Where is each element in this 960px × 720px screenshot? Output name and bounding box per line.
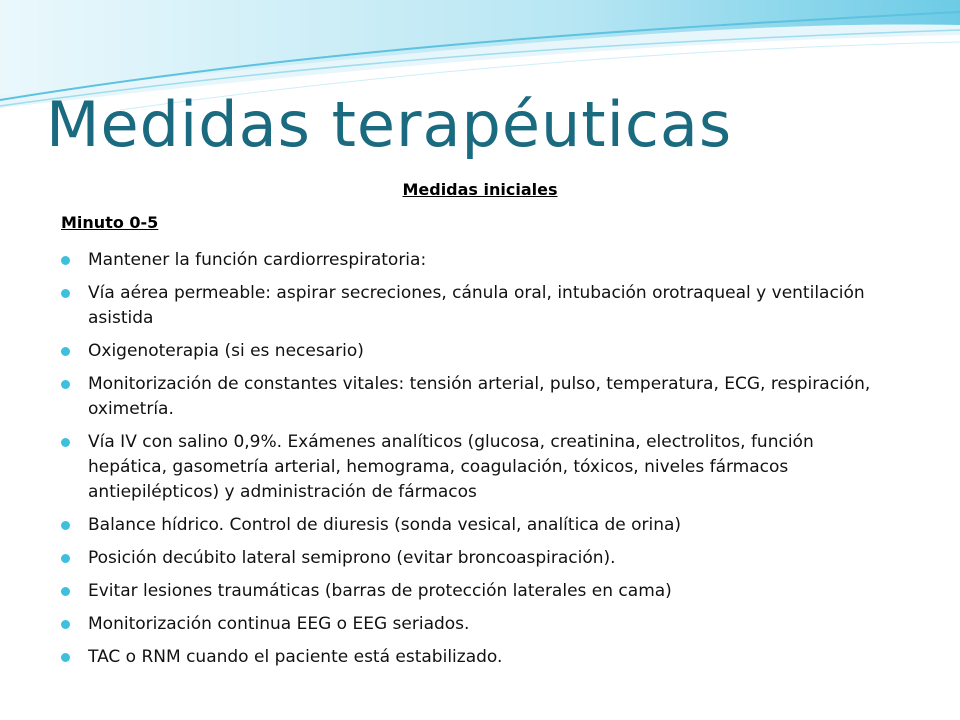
section-subtitle: Medidas iniciales	[402, 180, 558, 199]
list-item	[61, 546, 881, 571]
list-item-text: TAC o RNM cuando el paciente está estabilizado.	[88, 647, 503, 667]
bullet-icon	[61, 256, 70, 265]
list-item-text: Monitorización de constantes vitales: tensión arterial, pulso, temperatura, ECG, respiración, oximetría.	[88, 374, 871, 419]
list-item	[61, 281, 881, 331]
list-item	[61, 579, 881, 604]
list-item	[61, 248, 881, 273]
list-item	[61, 645, 881, 670]
bullet-icon	[61, 521, 70, 530]
list-item-text: Oxigenoterapia (si es necesario)	[88, 341, 364, 361]
bullet-icon	[61, 587, 70, 596]
list-item-text: Vía aérea permeable: aspirar secreciones, cánula oral, intubación orotraqueal y ventilación asistida	[88, 283, 865, 328]
bullet-icon	[61, 289, 70, 298]
bullet-icon	[61, 438, 70, 447]
bullet-icon	[61, 380, 70, 389]
bullet-icon	[61, 554, 70, 563]
list-item	[61, 372, 881, 422]
bullet-icon	[61, 653, 70, 662]
list-item	[61, 430, 881, 505]
bullet-icon	[61, 620, 70, 629]
list-item	[61, 339, 881, 364]
list-item-text: Balance hídrico. Control de diuresis (sonda vesical, analítica de orina)	[88, 515, 682, 535]
list-item-text: Monitorización continua EEG o EEG seriados.	[88, 614, 470, 634]
list-item-text: Mantener la función cardiorrespiratoria:	[88, 250, 427, 270]
slide-title: Medidas terapéuticas	[46, 88, 733, 161]
list-item	[61, 513, 881, 538]
bullet-icon	[61, 347, 70, 356]
measures-list	[61, 248, 881, 678]
list-item-text: Vía IV con salino 0,9%. Exámenes analíticos (glucosa, creatinina, electrolitos, función hepática, gasometría arterial, hemograma, coagulación, tóxicos, niveles fármacos antiepilépticos) y administración de fármacos	[88, 432, 814, 502]
list-item	[61, 612, 881, 637]
list-item-text: Evitar lesiones traumáticas (barras de protección laterales en cama)	[88, 581, 672, 601]
list-item-text: Posición decúbito lateral semiprono (evitar broncoaspiración).	[88, 548, 616, 568]
minute-label: Minuto 0-5	[61, 213, 159, 232]
